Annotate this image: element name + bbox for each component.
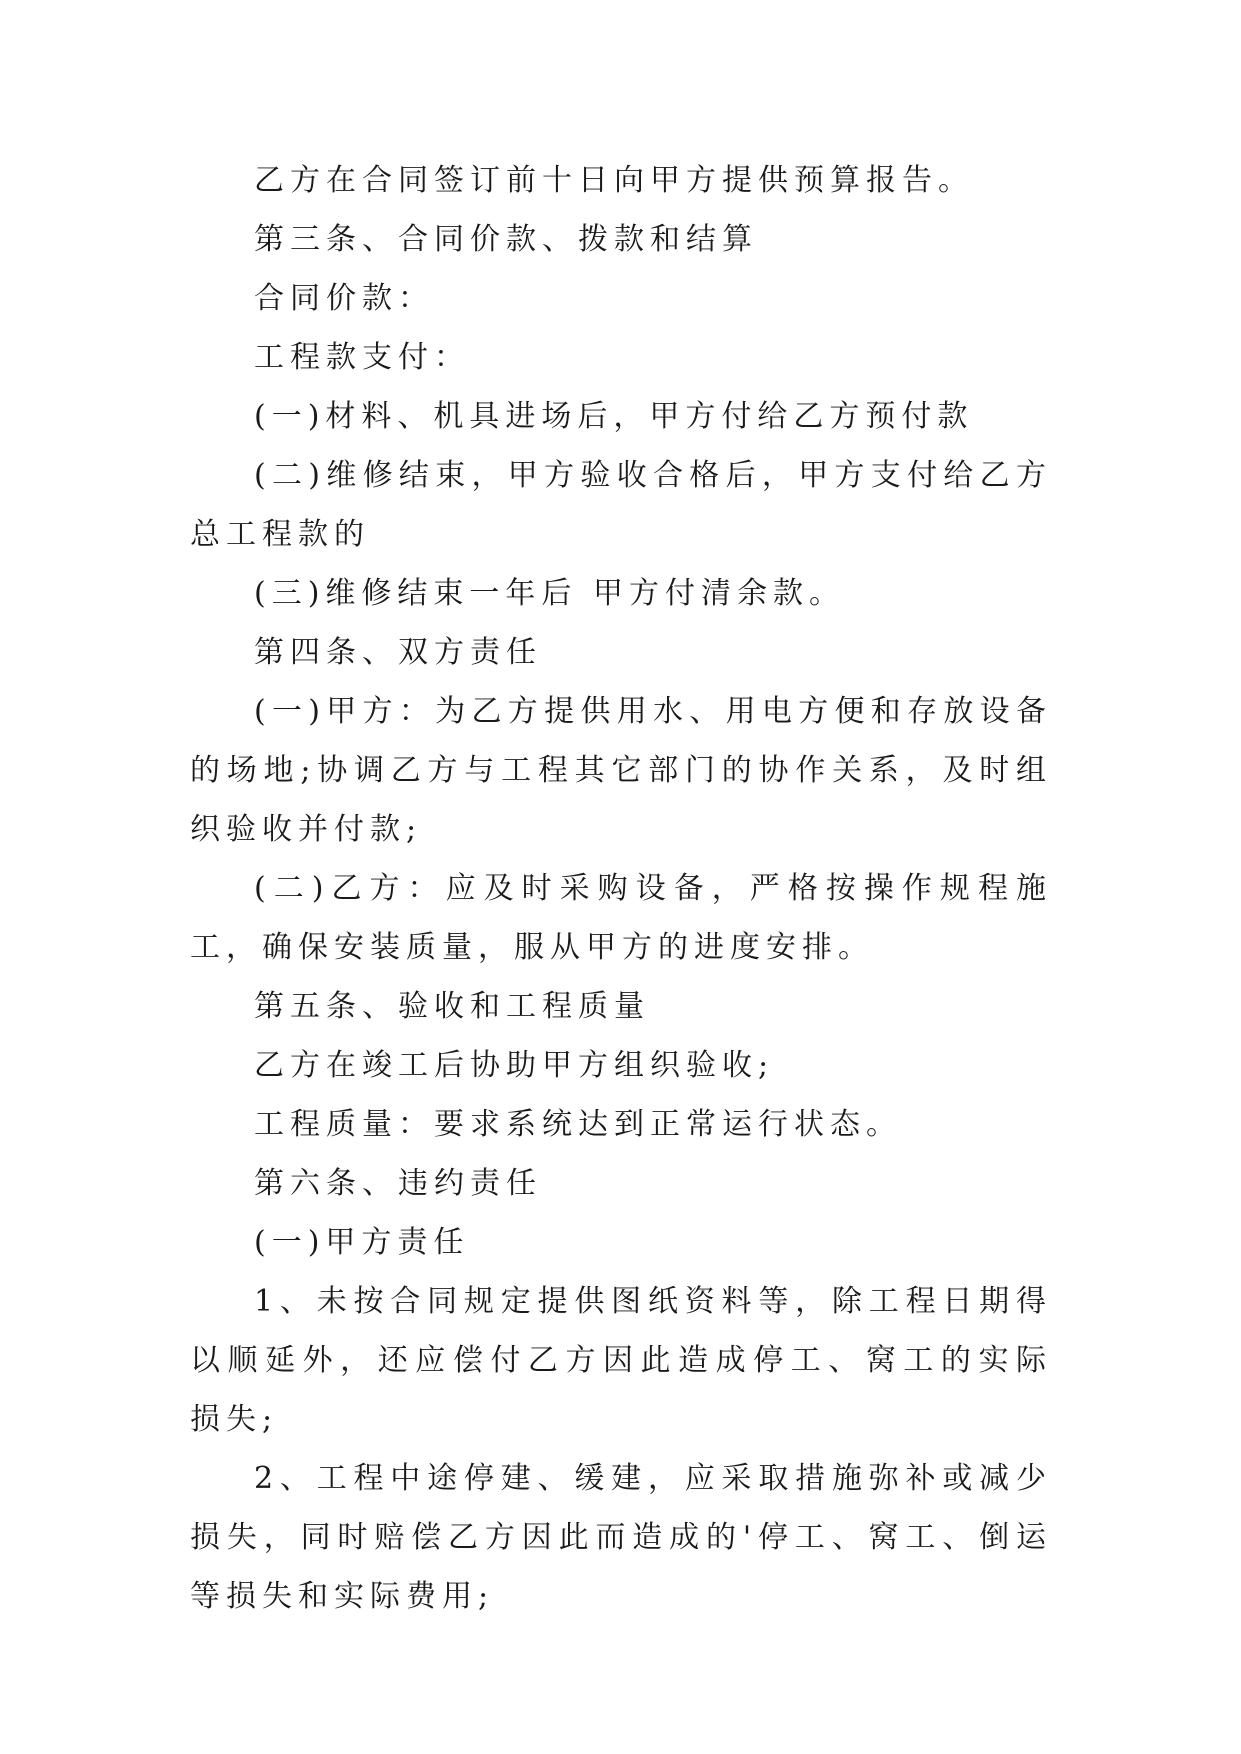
heading-article-4: 第四条、双方责任 [254,635,542,670]
document-body [190,151,1052,1626]
paragraph-payment-item-1: (一)材料、机具进场后，甲方付给乙方预付款 [254,399,974,434]
paragraph-party-a-liability: (一)甲方责任 [254,1225,470,1260]
heading-article-5: 第五条、验收和工程质量 [254,989,650,1024]
heading-article-6: 第六条、违约责任 [254,1166,542,1201]
paragraph-liability-item-1: 1、未按合同规定提供图纸资料等，除工程日期得以顺延外，还应偿付乙方因此造成停工、窝工的实际损失; [190,1284,1052,1437]
heading-article-3: 第三条、合同价款、拨款和结算 [254,222,758,257]
paragraph-payment-item-3: (三)维修结束一年后 甲方付清余款。 [254,576,845,611]
paragraph-payment-item-2: (二)维修结束，甲方验收合格后，甲方支付给乙方总工程款的 [190,458,1052,552]
paragraph-quality: 工程质量：要求系统达到正常运行状态。 [254,1107,902,1142]
paragraph-acceptance: 乙方在竣工后协助甲方组织验收; [254,1048,775,1083]
paragraph-party-b-duty: (二)乙方：应及时采购设备，严格按操作规程施工，确保安装质量，服从甲方的进度安排。 [190,871,1052,965]
paragraph-party-a-duty: (一)甲方：为乙方提供用水、用电方便和存放设备的场地;协调乙方与工程其它部门的协作关系，及时组织验收并付款; [190,694,1052,847]
paragraph-contract-price: 合同价款： [254,281,434,316]
paragraph-liability-item-2: 2、工程中途停建、缓建，应采取措施弥补或减少损失，同时赔偿乙方因此而造成的'停工、窝工、倒运等损失和实际费用; [190,1461,1052,1614]
paragraph-payment: 工程款支付： [254,340,470,375]
paragraph-budget-report: 乙方在合同签订前十日向甲方提供预算报告。 [254,163,974,198]
